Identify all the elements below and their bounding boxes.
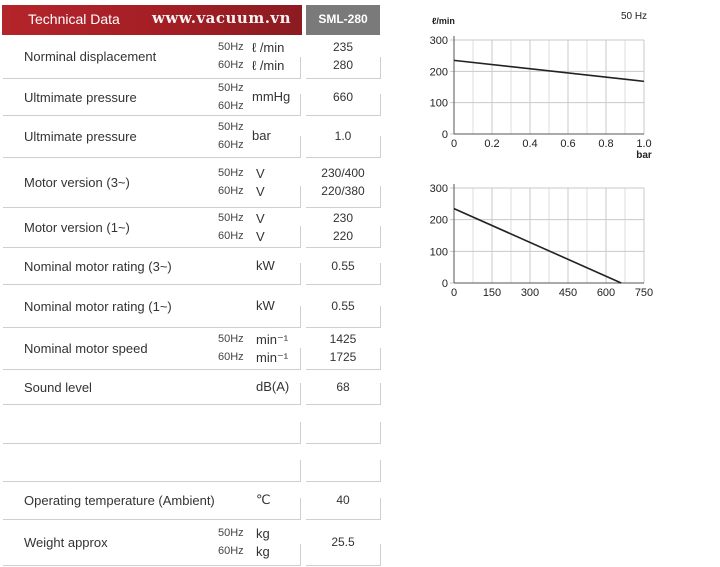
frequency-label: 50Hz bbox=[218, 167, 244, 179]
frequency-label: 50Hz bbox=[218, 212, 244, 224]
y-tick-label: 100 bbox=[429, 246, 448, 259]
unit-label: kg bbox=[256, 544, 270, 559]
y-axis-label: ℓ/min bbox=[432, 16, 455, 26]
frequency-label: 60Hz bbox=[218, 230, 244, 242]
unit-label: V bbox=[256, 184, 265, 199]
row-label: Nominal motor speed bbox=[24, 341, 148, 356]
unit-label: bar bbox=[252, 128, 271, 143]
unit-label: dB(A) bbox=[256, 378, 290, 394]
x-tick-label: 450 bbox=[558, 287, 578, 299]
value-cell: 68 bbox=[336, 379, 350, 394]
row-label: Nominal motor rating (3~) bbox=[24, 258, 172, 274]
value-cell: 220 bbox=[332, 229, 354, 243]
unit-label: V bbox=[256, 229, 265, 244]
value-cell: 280 bbox=[332, 58, 354, 72]
y-tick-label: 300 bbox=[429, 35, 448, 47]
y-tick-label: 0 bbox=[441, 129, 448, 141]
unit-label: ℓ /min bbox=[252, 40, 285, 55]
unit-label: V bbox=[256, 211, 265, 226]
x-tick-label: 600 bbox=[596, 287, 616, 299]
row-label: Motor version (1~) bbox=[24, 220, 130, 235]
row-label: Norminal displacement bbox=[24, 49, 157, 64]
frequency-label: 60Hz bbox=[218, 185, 244, 197]
model-name: SML-280 bbox=[318, 12, 368, 26]
frequency-label: 50Hz bbox=[218, 121, 244, 133]
value-cell: 25.5 bbox=[331, 535, 355, 549]
value-cell: 1725 bbox=[329, 350, 357, 364]
unit-label: min⁻¹ bbox=[256, 350, 289, 365]
y-tick-label: 300 bbox=[429, 183, 448, 195]
value-cell: 235 bbox=[332, 40, 354, 54]
chart-title: 50 Hz bbox=[620, 11, 648, 22]
value-cell: 230/400 bbox=[321, 166, 365, 180]
frequency-label: 60Hz bbox=[218, 99, 244, 112]
row-label: Ultmimate pressure bbox=[24, 89, 137, 105]
frequency-label: 50Hz bbox=[218, 81, 244, 94]
y-tick-label: 0 bbox=[441, 278, 448, 290]
unit-label: V bbox=[256, 166, 265, 181]
frequency-label: 60Hz bbox=[218, 59, 244, 71]
value-cell: 40 bbox=[336, 493, 350, 507]
x-axis-label: bar bbox=[636, 150, 652, 161]
x-tick-label: 150 bbox=[482, 287, 502, 299]
row-label: Weight approx bbox=[24, 535, 108, 550]
frequency-label: 50Hz bbox=[218, 527, 244, 539]
unit-label: mmHg bbox=[252, 88, 291, 104]
unit-label: min⁻¹ bbox=[256, 332, 289, 347]
unit-label: kg bbox=[256, 526, 270, 541]
unit-label: ℃ bbox=[256, 492, 271, 507]
x-tick-label: 0 bbox=[450, 287, 458, 299]
x-tick-label: 0 bbox=[450, 138, 458, 150]
frequency-label: 60Hz bbox=[218, 545, 244, 557]
frequency-label: 50Hz bbox=[218, 41, 244, 53]
x-tick-label: 0.6 bbox=[560, 138, 576, 150]
unit-label: ℓ /min bbox=[252, 58, 285, 73]
row-label: Sound level bbox=[24, 379, 92, 395]
row-label: Nominal motor rating (1~) bbox=[24, 298, 172, 314]
table-title: Technical Data bbox=[28, 11, 120, 27]
unit-label: kW bbox=[256, 257, 275, 273]
frequency-label: 60Hz bbox=[218, 139, 244, 151]
value-cell: 1.0 bbox=[334, 129, 352, 143]
frequency-label: 50Hz bbox=[218, 333, 244, 345]
y-tick-label: 100 bbox=[429, 97, 448, 110]
x-tick-label: 0.2 bbox=[484, 138, 500, 150]
value-cell: 0.55 bbox=[331, 298, 355, 313]
row-label: Ultmimate pressure bbox=[24, 129, 137, 144]
row-label: Operating temperature (Ambient) bbox=[24, 493, 215, 508]
value-cell: 220/380 bbox=[321, 184, 365, 198]
website-watermark: www.vacuum.vn bbox=[152, 9, 292, 27]
x-tick-label: 1.0 bbox=[636, 138, 652, 150]
x-tick-label: 0.4 bbox=[522, 138, 538, 150]
y-tick-label: 200 bbox=[429, 66, 448, 79]
x-tick-label: 300 bbox=[520, 287, 540, 299]
value-cell: 1425 bbox=[329, 332, 357, 346]
x-tick-label: 0.8 bbox=[598, 138, 614, 150]
y-tick-label: 200 bbox=[429, 214, 448, 227]
value-cell: 660 bbox=[332, 89, 354, 104]
value-cell: 0.55 bbox=[331, 258, 355, 273]
unit-label: kW bbox=[256, 297, 275, 313]
x-tick-label: 750 bbox=[634, 287, 654, 299]
frequency-label: 60Hz bbox=[218, 351, 244, 363]
row-label: Motor version (3~) bbox=[24, 175, 130, 190]
value-cell: 230 bbox=[332, 211, 354, 225]
